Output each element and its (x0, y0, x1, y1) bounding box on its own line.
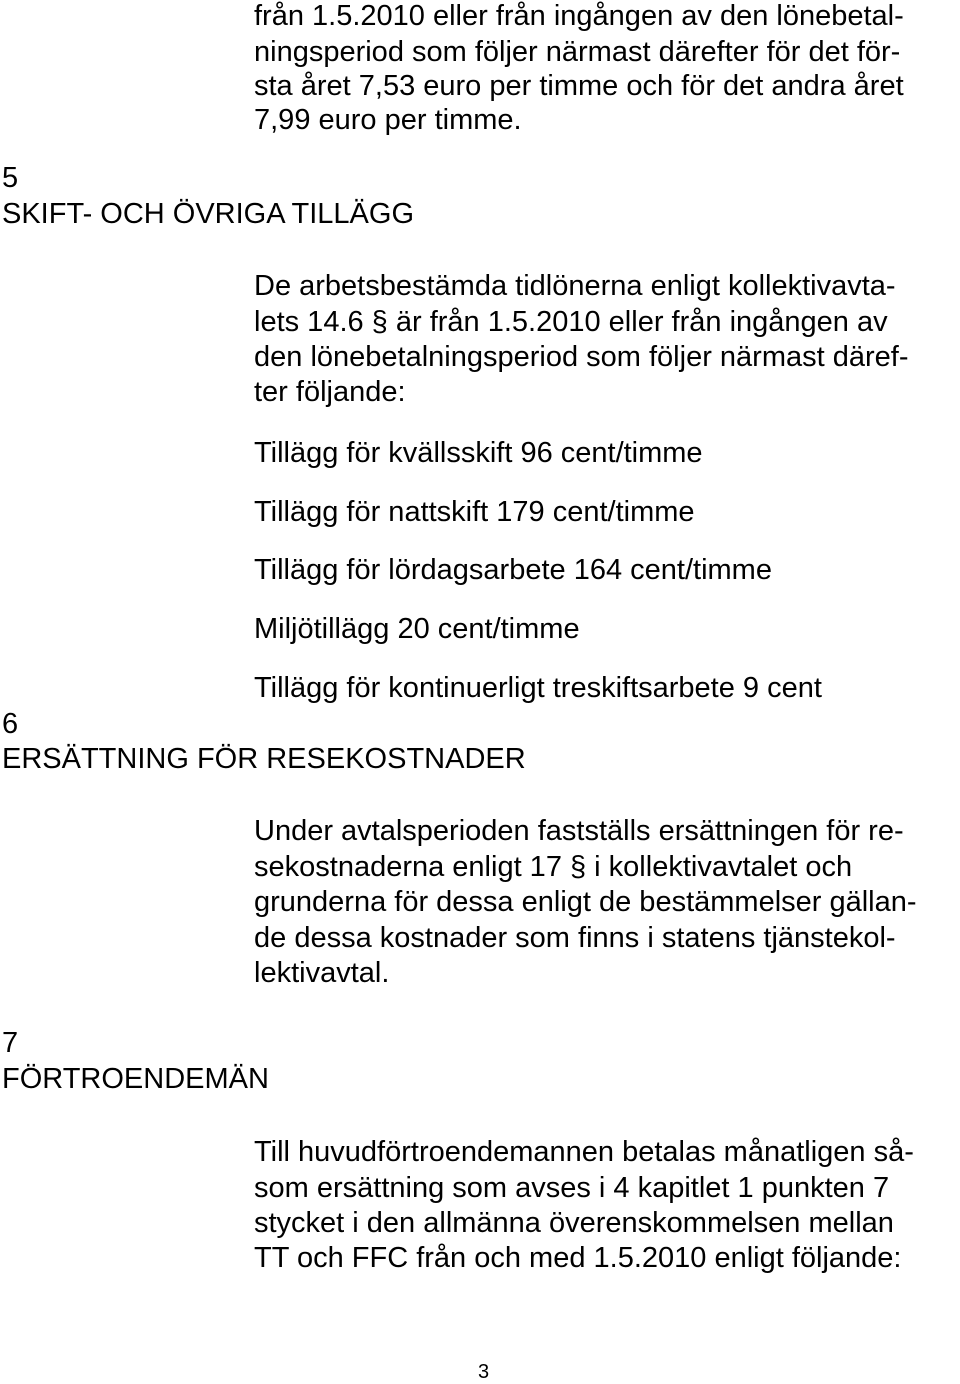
section-heading: SKIFT- OCH ÖVRIGA TILLÄGG (2, 198, 415, 230)
body-text-line: Till huvudförtroendemannen betalas månatligen så- (254, 1136, 914, 1168)
section-number: 6 (2, 708, 19, 740)
body-text-line: som ersättning som avses i 4 kapitlet 1 punkten 7 (254, 1172, 890, 1204)
page-number: 3 (478, 1361, 490, 1383)
body-text-line: Under avtalsperioden fastställs ersättningen för re- (254, 815, 904, 847)
body-text-line: sta året 7,53 euro per timme och för det andra året (254, 70, 904, 102)
body-text-line: De arbetsbestämda tidlönerna enligt kollektivavta- (254, 270, 896, 302)
section-number: 5 (2, 162, 19, 194)
body-text-line: den lönebetalningsperiod som följer närmast däref- (254, 341, 909, 373)
list-item: Tillägg för kvällsskift 96 cent/timme (254, 437, 703, 469)
body-text-line: stycket i den allmänna överenskommelsen mellan (254, 1207, 894, 1239)
body-text-line: sekostnaderna enligt 17 § i kollektivavtalet och (254, 851, 853, 883)
list-item: Tillägg för lördagsarbete 164 cent/timme (254, 554, 772, 586)
body-text-line: lektivavtal. (254, 957, 390, 989)
body-text-line: grunderna för dessa enligt de bestämmelser gällan- (254, 886, 917, 918)
body-text-line: de dessa kostnader som finns i statens tjänstekol- (254, 922, 896, 954)
section-heading: ERSÄTTNING FÖR RESEKOSTNADER (2, 743, 526, 775)
section-number: 7 (2, 1027, 19, 1059)
body-text-line: lets 14.6 § är från 1.5.2010 eller från ingången av (254, 306, 888, 338)
section-heading: FÖRTROENDEMÄN (2, 1063, 269, 1095)
list-item: Tillägg för nattskift 179 cent/timme (254, 496, 695, 528)
body-text-line: ningsperiod som följer närmast därefter för det för- (254, 36, 901, 68)
list-item: Miljötillägg 20 cent/timme (254, 613, 580, 645)
body-text-line: 7,99 euro per timme. (254, 104, 522, 136)
body-text-line: från 1.5.2010 eller från ingången av den lönebetal- (254, 0, 904, 32)
body-text-line: TT och FFC från och med 1.5.2010 enligt följande: (254, 1242, 902, 1274)
body-text-line: ter följande: (254, 376, 406, 408)
list-item: Tillägg för kontinuerligt treskiftsarbete 9 cent (254, 672, 822, 704)
